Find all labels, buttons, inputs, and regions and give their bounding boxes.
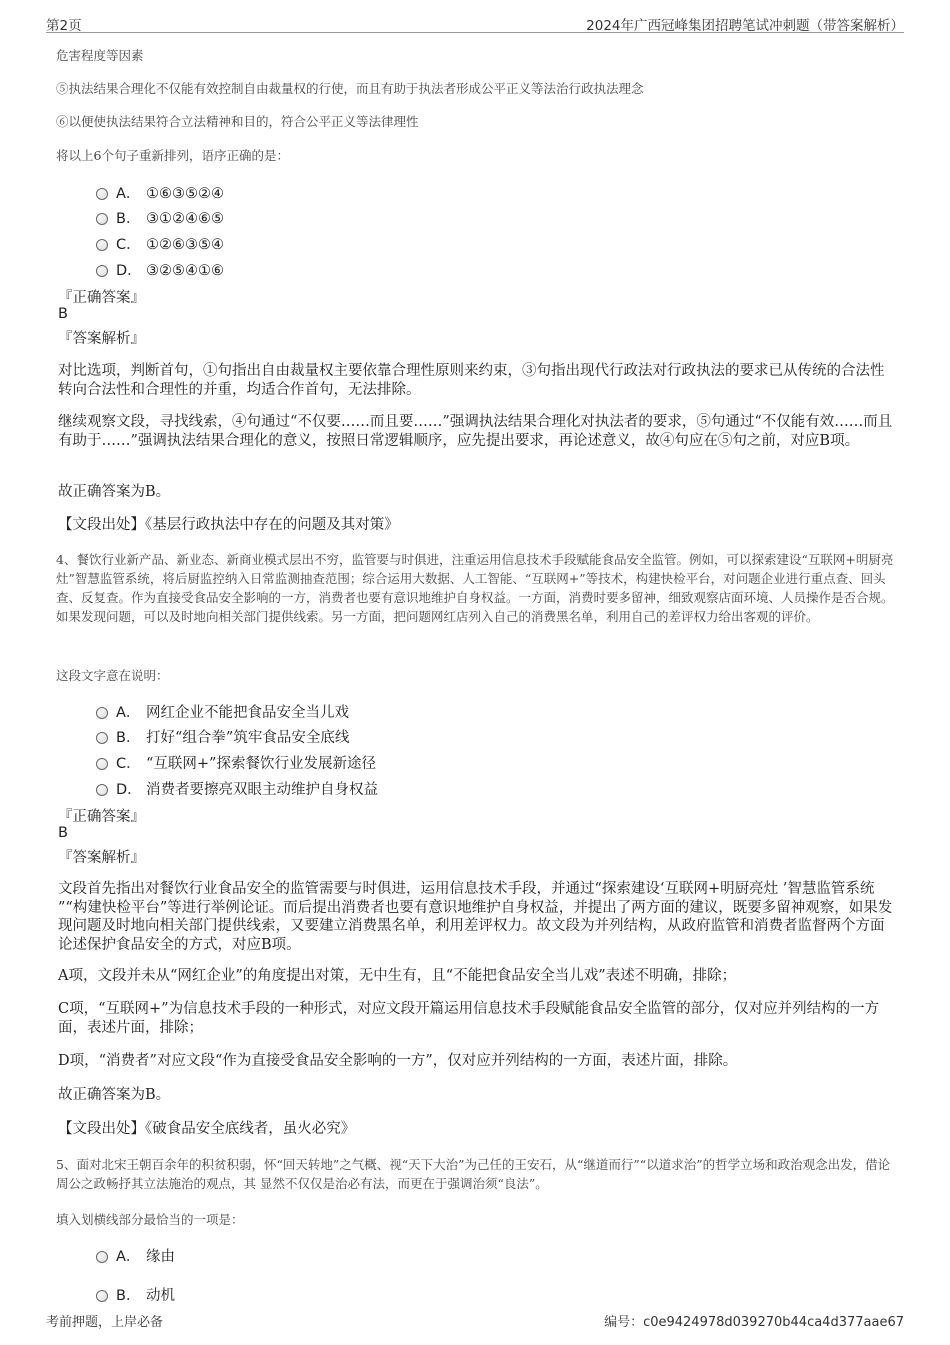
page-number: 第2页	[46, 18, 82, 34]
q4-option-b[interactable]: B． 打好“组合拳”筑牢食品安全底线	[96, 726, 349, 747]
analysis-label: 『答案解析』	[58, 331, 145, 347]
question-stem: 4、餐饮行业新产品、新业态、新商业模式层出不穷，监管要与时俱进，注重运用信息技术手段赋能食品安全监管。例如，可以探索建设“互联网+明厨亮灶”智慧监管系统，将后厨监控纳入日常监测抽查范围；综合运用大数据、人工智能、“互联网+”等技术，构建快检平台，对问题企业进行重点查、回头查、反复查。作为直接受食品安全影响的一方，消费者也要有意识地维护自身权益。一方面，消费时要多留神，细致观察店面环境、人员操作是否合规。如果发现问题，可以及时地向相关部门提供线索。另一方面，把问题网红店列入自己的消费黑名单，利用自己的差评权力给出客观的评价。	[56, 552, 894, 624]
source-citation: 【文段出处】《基层行政执法中存在的问题及其对策》	[58, 517, 399, 533]
footer-slogan: 考前押题，上岸必备	[46, 1315, 164, 1330]
answer-label: 『正确答案』	[58, 290, 145, 306]
q4-option-c[interactable]: C． “互联网+”探索餐饮行业发展新途径	[96, 752, 376, 773]
radio-icon[interactable]	[96, 188, 108, 200]
intro-line: ⑥以便使执法结果符合立法精神和目的，符合公平正义等法律理性	[56, 114, 419, 129]
source-citation: 【文段出处】《破食品安全底线者，虽火必究》	[58, 1121, 356, 1137]
q3-option-c[interactable]: C． ①②⑥③⑤④	[96, 233, 224, 254]
intro-line: 危害程度等因素	[56, 48, 144, 63]
analysis-paragraph: C项，“互联网+”为信息技术手段的一种形式，对应文段开篇运用信息技术手段赋能食品安全监管的部分，仅对应并列结构的一方面，表述片面，排除；	[58, 1001, 880, 1036]
page-header	[46, 10, 904, 33]
radio-icon[interactable]	[96, 213, 108, 225]
analysis-label: 『答案解析』	[58, 850, 145, 866]
analysis-conclusion: 故正确答案为B。	[58, 1087, 171, 1103]
analysis-paragraph: 继续观察文段，寻找线索，④句通过“不仅要……而且要……”强调执法结果合理化对执法者的要求，⑤句通过“不仅能有效……而且有助于……”强调执法结果合理化的意义，按照日常逻辑顺序，应先提出要求，再论述意义，故④句应在⑤句之前，对应B项。	[58, 414, 893, 449]
intro-line: ⑤执法结果合理化不仅能有效控制自由裁量权的行使，而且有助于执法者形成公平正义等法治行政执法理念	[56, 81, 644, 96]
question-stem: 5、面对北宋王朝百余年的积贫积弱，怀“回天转地”之气概、视“天下大治”为己任的王安石，从“继道而行”“以道求治”的哲学立场和政治观念出发，借论周公之政畅抒其立法施治的观点，其 显然不仅仅是治必有法，而更在于强调治须“良法”。	[56, 1157, 891, 1191]
q3-option-b[interactable]: B． ③①②④⑥⑤	[96, 207, 224, 228]
q5-option-a[interactable]: A． 缘由	[96, 1245, 175, 1266]
radio-icon[interactable]	[96, 784, 108, 796]
q3-option-a[interactable]: A． ①⑥③⑤②④	[96, 182, 224, 203]
document-title: 2024年广西冠峰集团招聘笔试冲刺题（带答案解析）	[586, 18, 904, 34]
radio-icon[interactable]	[96, 1251, 108, 1263]
q5-option-b[interactable]: B． 动机	[96, 1284, 175, 1305]
page-footer	[46, 1311, 904, 1331]
answer-value: B	[58, 306, 68, 322]
q4-option-d[interactable]: D． 消费者要擦亮双眼主动维护自身权益	[96, 778, 378, 799]
analysis-paragraph: D项，“消费者”对应文段“作为直接受食品安全影响的一方”，仅对应并列结构的一方面，表述片面，排除。	[58, 1053, 738, 1069]
radio-icon[interactable]	[96, 707, 108, 719]
analysis-paragraph: 对比选项，判断首句，①句指出自由裁量权主要依靠合理性原则来约束，③句指出现代行政法对行政执法的要求已从传统的合法性转向合法性和合理性的并重，均适合作首句，无法排除。	[58, 363, 885, 398]
radio-icon[interactable]	[96, 265, 108, 277]
question-prompt: 这段文字意在说明：	[56, 668, 169, 683]
answer-value: B	[58, 825, 68, 841]
radio-icon[interactable]	[96, 1290, 108, 1302]
analysis-paragraph: 文段首先指出对餐饮行业食品安全的监管需要与时俱进，运用信息技术手段，并通过“探索建设‘互联网+明厨亮灶 ’智慧监管系统 ”“构建快检平台”等进行举例论证。而后提出消费者也要有意识地维护自身权益，并提出了两方面的建议，既要多留神观察，如果发现问题及时地向相关部门提供线索，又要建立消费黑名单，利用差评权力。故文段为并列结构，从政府监管和消费者监督两个方面论述保护食品安全的方式，对应B项。	[58, 881, 893, 953]
document-id: 编号：c0e9424978d039270b44ca4d377aae67	[604, 1315, 904, 1330]
radio-icon[interactable]	[96, 758, 108, 770]
radio-icon[interactable]	[96, 239, 108, 251]
question-prompt: 填入划横线部分最恰当的一项是：	[56, 1212, 244, 1227]
radio-icon[interactable]	[96, 732, 108, 744]
q3-option-d[interactable]: D． ③②⑤④①⑥	[96, 259, 224, 280]
analysis-conclusion: 故正确答案为B。	[58, 484, 171, 500]
q4-option-a[interactable]: A． 网红企业不能把食品安全当儿戏	[96, 701, 349, 722]
analysis-paragraph: A项，文段并未从“网红企业”的角度提出对策，无中生有，且“不能把食品安全当儿戏”表述不明确，排除；	[58, 968, 737, 984]
answer-label: 『正确答案』	[58, 809, 145, 825]
question-prompt: 将以上6个句子重新排列，语序正确的是：	[56, 148, 289, 163]
